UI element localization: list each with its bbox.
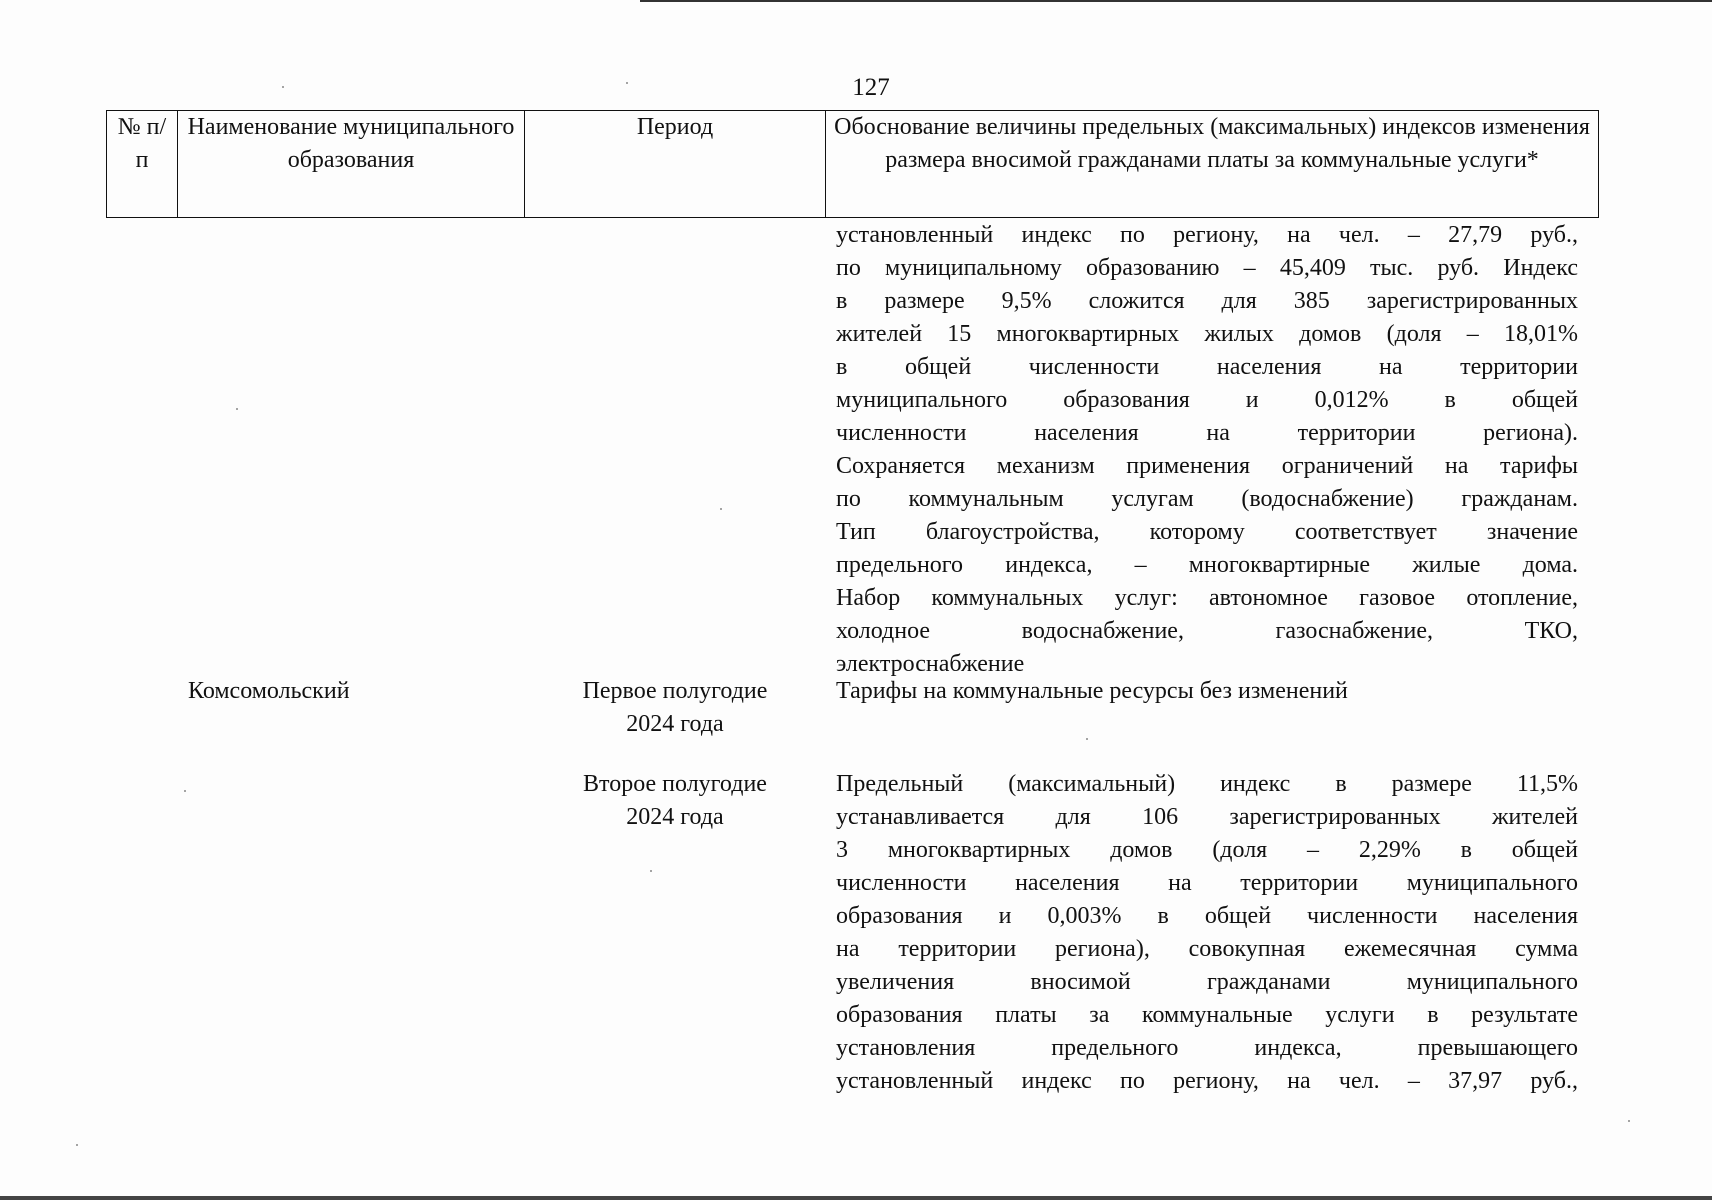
basis-second-half bbox=[836, 768, 1578, 1098]
text-line: по муниципальному образованию – 45,409 тыс. руб. Индекс bbox=[836, 255, 1578, 281]
municipality-name: Комсомольский bbox=[188, 678, 350, 704]
text-line: установленный индекс по региону, на чел. – 37,97 руб., bbox=[836, 1068, 1578, 1094]
scan-speck bbox=[720, 508, 722, 510]
header-municipality-name: Наименование муниципального образования bbox=[178, 111, 525, 218]
text-line: Предельный (максимальный) индекс в размере 11,5% bbox=[836, 771, 1578, 797]
text-line: увеличения вносимой гражданами муниципального bbox=[836, 969, 1578, 995]
basis-first-half: Тарифы на коммунальные ресурсы без изменений bbox=[836, 678, 1348, 704]
text-line: образования и 0,003% в общей численности населения bbox=[836, 903, 1578, 929]
text-line: численности населения на территории муниципального bbox=[836, 870, 1578, 896]
text-line: электроснабжение bbox=[836, 651, 1025, 677]
period-line: 2024 года bbox=[626, 804, 724, 830]
text-line: муниципального образования и 0,012% в общей bbox=[836, 387, 1578, 413]
text-line: предельного индекса, – многоквартирные жилые дома. bbox=[836, 552, 1578, 578]
scan-edge-bottom bbox=[0, 1196, 1712, 1200]
period-line: Второе полугодие bbox=[583, 771, 767, 797]
period-first-half bbox=[540, 675, 810, 741]
header-basis: Обоснование величины предельных (максимальных) индексов изменения размера вносимой гражданами платы за коммунальные услуги* bbox=[826, 111, 1599, 218]
text-line: численности населения на территории региона). bbox=[836, 420, 1578, 446]
scan-speck bbox=[184, 790, 186, 792]
table-header bbox=[106, 110, 1599, 218]
text-line: 3 многоквартирных домов (доля – 2,29% в общей bbox=[836, 837, 1578, 863]
text-line: образования платы за коммунальные услуги в результате bbox=[836, 1002, 1578, 1028]
period-line: Первое полугодие bbox=[582, 678, 768, 704]
text-line: установления предельного индекса, превышающего bbox=[836, 1035, 1578, 1061]
scan-edge-top bbox=[640, 0, 1712, 2]
scan-speck bbox=[282, 86, 284, 88]
scan-speck bbox=[236, 408, 238, 410]
text-line: в общей численности населения на территории bbox=[836, 354, 1578, 380]
text-line: жителей 15 многоквартирных жилых домов (доля – 18,01% bbox=[836, 321, 1578, 347]
continued-basis-text bbox=[836, 219, 1578, 681]
text-line: на территории региона), совокупная ежемесячная сумма bbox=[836, 936, 1578, 962]
header-period: Период bbox=[525, 111, 826, 218]
scan-speck bbox=[76, 1144, 78, 1146]
header-num: № п/п bbox=[107, 111, 178, 218]
period-second-half bbox=[540, 768, 810, 834]
text-line: Набор коммунальных услуг: автономное газовое отопление, bbox=[836, 585, 1578, 611]
page-number: 127 bbox=[852, 74, 890, 101]
text-line: в размере 9,5% сложится для 385 зарегистрированных bbox=[836, 288, 1578, 314]
scan-speck bbox=[626, 82, 628, 84]
text-line: устанавливается для 106 зарегистрированных жителей bbox=[836, 804, 1578, 830]
text-line: Тип благоустройства, которому соответствует значение bbox=[836, 519, 1578, 545]
text-line: холодное водоснабжение, газоснабжение, ТКО, bbox=[836, 618, 1578, 644]
text-line: Сохраняется механизм применения ограничений на тарифы bbox=[836, 453, 1578, 479]
period-line: 2024 года bbox=[626, 711, 724, 737]
scan-speck bbox=[650, 870, 652, 872]
text-line: по коммунальным услугам (водоснабжение) гражданам. bbox=[836, 486, 1578, 512]
scan-speck bbox=[1628, 1120, 1630, 1122]
text-line: установленный индекс по региону, на чел. – 27,79 руб., bbox=[836, 222, 1578, 248]
scan-speck bbox=[1086, 738, 1088, 740]
